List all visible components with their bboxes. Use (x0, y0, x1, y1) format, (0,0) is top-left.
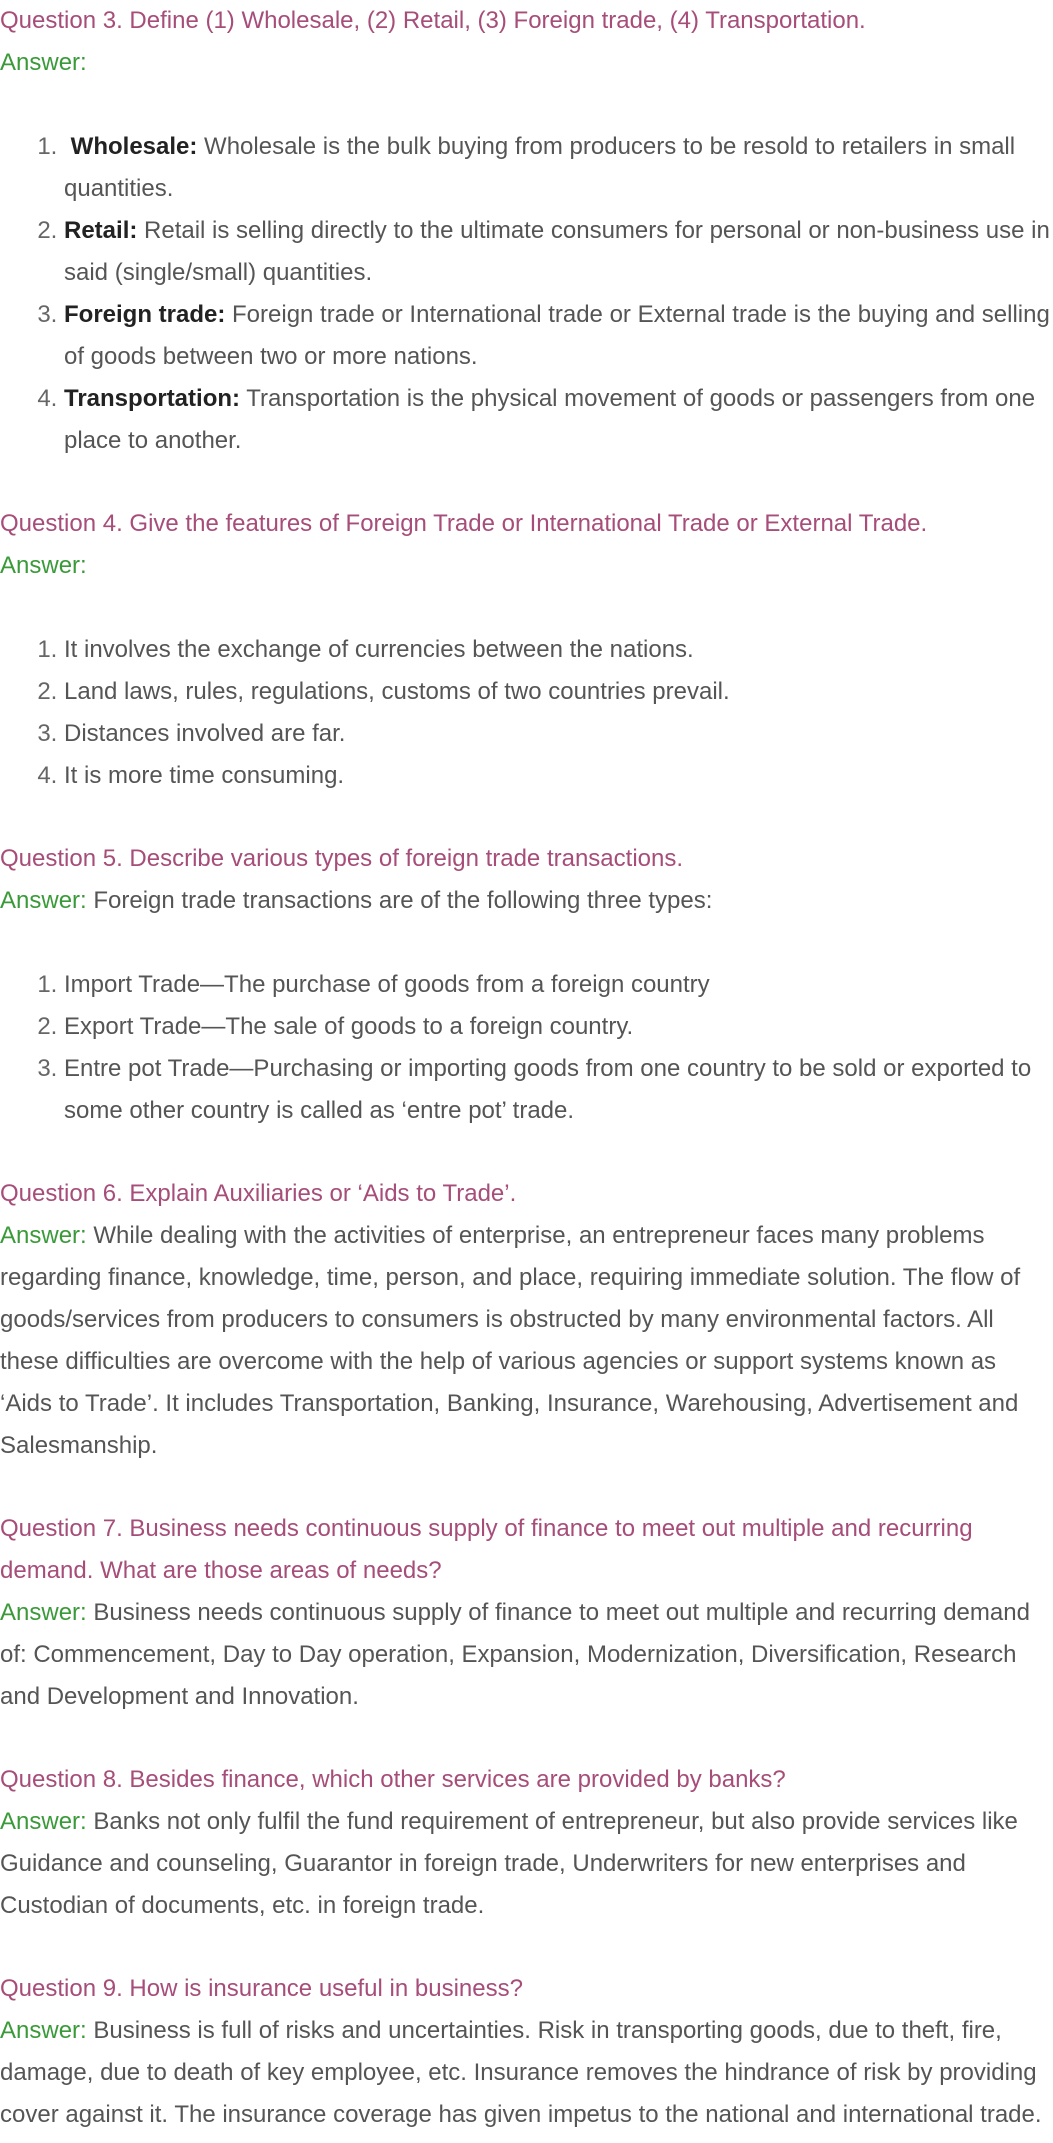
question-heading: Question 7. Business needs continuous supply of finance to meet out multiple and recurring demand. What are those areas of needs? (0, 1515, 973, 1584)
list-item (64, 755, 1053, 797)
list-item-text: Entre pot Trade—Purchasing or importing goods from one country to be sold or exported to some other country is called as ‘entre pot’ trade. (64, 1055, 1032, 1124)
list-item (64, 378, 1053, 462)
answer-label: Answer: (0, 887, 87, 914)
qa-section-4 (0, 503, 1053, 838)
list-item (64, 713, 1053, 755)
question-heading: Question 9. How is insurance useful in business? (0, 1975, 523, 2002)
qa-section-9 (0, 1968, 1053, 2136)
answer-text: Banks not only fulfil the fund requirement of entrepreneur, but also provide services like Guidance and counseling, Guarantor in foreign trade, Underwriters for new enterprises and Custodian of documents, etc. in foreign trade. (0, 1808, 1018, 1919)
answer-line (0, 42, 1053, 84)
spacer (0, 587, 1053, 629)
qa-section-8 (0, 1759, 1053, 1968)
answer-text: While dealing with the activities of enterprise, an entrepreneur faces many problems regarding finance, knowledge, time, person, and place, requiring immediate solution. The flow of goods/services from producers to consumers is obstructed by many environmental factors. All these difficulties are overcome with the help of various agencies or support systems known as ‘Aids to Trade’. It includes Transportation, Banking, Insurance, Warehousing, Advertisement and Salesmanship. (0, 1222, 1021, 1459)
list-item-text: Land laws, rules, regulations, customs of two countries prevail. (64, 678, 730, 705)
question-heading: Question 5. Describe various types of foreign trade transactions. (0, 845, 684, 872)
answer-line (0, 545, 1053, 587)
answer-list (0, 126, 1053, 462)
answer-text: Business needs continuous supply of finance to meet out multiple and recurring demand of: Commencement, Day to Day operation, Expansion, Modernization, Diversification, Research and Development and Innovation. (0, 1599, 1030, 1710)
answer-text: Business is full of risks and uncertainties. Risk in transporting goods, due to theft, fire, damage, due to death of key employee, etc. Insurance removes the hindrance of risk by providing cover against it. The insurance coverage has given impetus to the national and international trade. (0, 2017, 1042, 2128)
list-item-text: Foreign trade or International trade or External trade is the buying and selling of goods between two or more nations. (64, 301, 1050, 370)
spacer (0, 84, 1053, 126)
answer-paragraph (0, 1215, 1053, 1467)
list-item-text: Distances involved are far. (64, 720, 346, 747)
list-item-text: Export Trade—The sale of goods to a foreign country. (64, 1013, 634, 1040)
list-item-term: Foreign trade: (64, 301, 226, 328)
question-heading: Question 4. Give the features of Foreign Trade or International Trade or External Trade. (0, 510, 928, 537)
list-item-text: It involves the exchange of currencies between the nations. (64, 636, 694, 663)
list-item-text: Import Trade—The purchase of goods from a foreign country (64, 971, 710, 998)
spacer (0, 462, 1053, 503)
list-item-text: Retail is selling directly to the ultimate consumers for personal or non-business use in said (single/small) quantities. (64, 217, 1050, 286)
list-item-term: Retail: (64, 217, 138, 244)
list-item (64, 964, 1053, 1006)
list-item-term: Transportation: (64, 385, 241, 412)
answer-list (0, 964, 1053, 1132)
list-item (64, 671, 1053, 713)
answer-paragraph (0, 2010, 1053, 2136)
question-heading: Question 6. Explain Auxiliaries or ‘Aids to Trade’. (0, 1180, 517, 1207)
answer-line (0, 880, 1053, 922)
answer-label: Answer: (0, 1808, 87, 1835)
answer-label: Answer: (0, 1222, 87, 1249)
list-item (64, 1006, 1053, 1048)
list-item (64, 210, 1053, 294)
spacer (0, 1132, 1053, 1173)
spacer (0, 1467, 1053, 1508)
qa-section-6 (0, 1173, 1053, 1508)
spacer (0, 1927, 1053, 1968)
spacer (0, 1718, 1053, 1759)
spacer (0, 922, 1053, 964)
question-heading: Question 8. Besides finance, which other services are provided by banks? (0, 1766, 786, 1793)
qa-section-5 (0, 838, 1053, 1173)
list-item (64, 126, 1053, 210)
answer-paragraph (0, 1801, 1053, 1927)
question-heading: Question 3. Define (1) Wholesale, (2) Retail, (3) Foreign trade, (4) Transportation. (0, 7, 866, 34)
qa-section-3 (0, 0, 1053, 503)
answer-label: Answer: (0, 552, 87, 579)
spacer (0, 797, 1053, 838)
answer-text: Foreign trade transactions are of the following three types: (86, 887, 713, 914)
list-item-text: Transportation is the physical movement of goods or passengers from one place to another. (64, 385, 1036, 454)
answer-label: Answer: (0, 2017, 87, 2044)
list-item-term: Wholesale: (70, 133, 198, 160)
list-item-text: Wholesale is the bulk buying from producers to be resold to retailers in small quantities. (64, 133, 1016, 202)
answer-paragraph (0, 1592, 1053, 1718)
list-item (64, 294, 1053, 378)
list-item (64, 629, 1053, 671)
answer-label: Answer: (0, 1599, 87, 1626)
answer-list (0, 629, 1053, 797)
qa-section-7 (0, 1508, 1053, 1759)
list-item (64, 1048, 1053, 1132)
answer-label: Answer: (0, 49, 87, 76)
list-item-text: It is more time consuming. (64, 762, 345, 789)
